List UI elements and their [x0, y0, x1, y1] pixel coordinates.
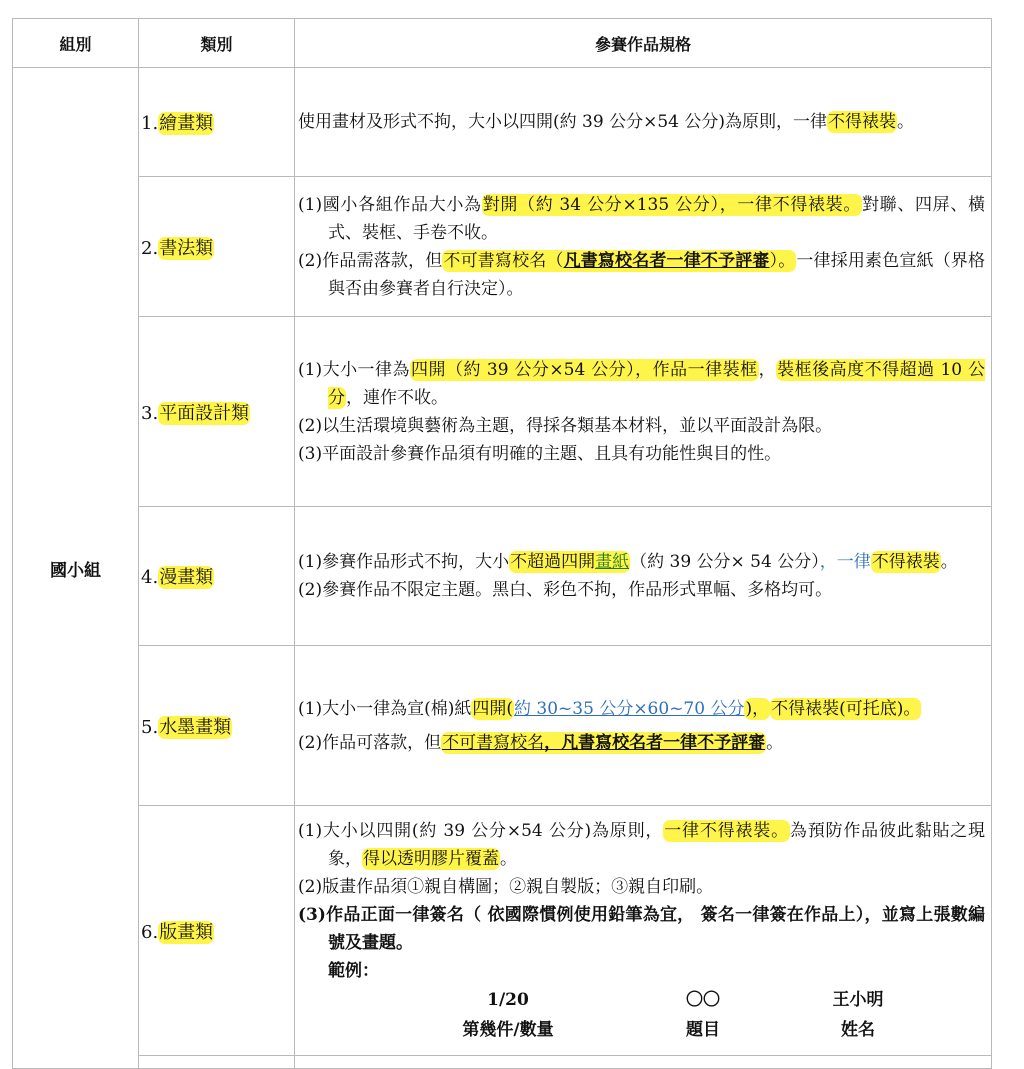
header-category: 類別 — [139, 19, 295, 68]
spec-text: ，連作不收。 — [346, 387, 448, 408]
category-cell — [139, 507, 295, 646]
spec-cell — [295, 507, 992, 646]
spec-highlight: 對開（約 34 公分×135 公分），一律不得裱裝。 — [482, 194, 862, 215]
spec-text: (2)作品可落款，但 — [298, 732, 442, 753]
spec-text: (1)國小各組作品大小為 — [298, 194, 482, 215]
spec-text: （約 39 公分× 54 公分） — [630, 552, 820, 572]
category-number: 5. — [141, 716, 159, 738]
table-row — [13, 806, 992, 1056]
example-value: 王小明 — [832, 989, 884, 1010]
spec-highlight: 四開( — [472, 698, 513, 719]
spec-highlight: 不得裱裝 — [827, 112, 896, 132]
spec-text: 一律採用素色宣紙（界格與否由參賽者自行決定）。 — [328, 250, 986, 299]
spec-table — [12, 18, 992, 1069]
table-row — [13, 507, 992, 646]
spec-text: 不超過四開 — [510, 552, 596, 572]
spec-highlight: 不得裱裝 — [871, 552, 940, 572]
category-name: 平面設計類 — [159, 402, 250, 424]
spec-cell — [295, 68, 992, 177]
spec-cell — [295, 806, 992, 1056]
spec-cell — [295, 646, 992, 806]
table-row — [13, 177, 992, 317]
category-cell — [139, 806, 295, 1056]
category-name: 書法類 — [159, 237, 214, 259]
spec-cell — [295, 177, 992, 317]
spec-emphasis: 凡書寫校名者一律不予評審 — [563, 250, 770, 271]
spec-text: (1)大小一律為宣(棉)紙 — [298, 698, 472, 719]
spec-highlight — [509, 551, 630, 573]
category-number: 4. — [141, 567, 159, 588]
spec-highlight — [441, 732, 766, 754]
spec-highlight — [442, 250, 796, 272]
example-label: 範例： — [328, 960, 379, 981]
spec-highlight: 不得裱裝(可托底)。 — [771, 698, 921, 719]
empty-cell — [139, 1056, 295, 1069]
category-number: 1. — [141, 113, 159, 134]
spec-text: (2)作品需落款，但 — [298, 250, 443, 271]
spec-text: ， — [758, 359, 777, 380]
spec-text: 。 — [500, 848, 517, 869]
example-value: 1/20 — [487, 989, 529, 1010]
spec-text: (1)大小一律為 — [298, 359, 411, 380]
category-cell — [139, 317, 295, 507]
category-name: 水墨畫類 — [159, 716, 232, 738]
spec-link-text: 畫紙 — [595, 552, 630, 572]
spec-text: 為預防作品彼此黏貼之現象， — [328, 820, 986, 869]
spec-text: 。 — [766, 732, 784, 753]
category-name: 版畫類 — [159, 921, 214, 943]
spec-highlight: 裝框後高度不得超過 10 公分 — [328, 359, 986, 408]
spec-text: ）。 — [769, 250, 796, 271]
spec-text: (2)以生活環境與藝術為主題，得採各類基本材料，並以平面設計為限。 — [298, 415, 833, 436]
table-row — [13, 646, 992, 806]
example-label-text: 第幾件/數量 — [462, 1019, 554, 1040]
category-number: 6. — [141, 921, 159, 943]
spec-text: 不可書寫校名 — [442, 732, 545, 753]
group-cell: 國小組 — [13, 68, 139, 1069]
category-number: 2. — [141, 237, 159, 259]
spec-highlight: )， — [745, 698, 770, 719]
spec-text: 。 — [896, 112, 914, 132]
header-row — [13, 19, 992, 68]
category-cell — [139, 68, 295, 177]
spec-text: (2)參賽作品不限定主題。黑白、彩色不拘，作品形式單幅、多格均可。 — [298, 580, 833, 600]
spec-text: (2)版畫作品須①親自構圖；②親自製版；③親自印刷。 — [298, 876, 714, 897]
spec-text: 不可書寫校名（ — [443, 250, 564, 271]
spec-highlight: 四開（約 39 公分×54 公分），作品一律裝框 — [411, 359, 758, 380]
spec-text: ，一律 — [819, 552, 871, 572]
example-label-text: 姓名 — [841, 1019, 875, 1040]
category-cell — [139, 177, 295, 317]
table-row — [13, 68, 992, 177]
category-name: 繪畫類 — [159, 113, 214, 134]
empty-cell — [295, 1056, 992, 1069]
example-value: 〇〇 — [686, 989, 720, 1010]
table-row-partial — [13, 1056, 992, 1069]
spec-highlight: 一律不得裱裝。 — [664, 820, 789, 841]
example-grid — [398, 985, 985, 1045]
spec-text: (3)作品正面一律簽名（ 依國際慣例使用鉛筆為宜， 簽名一律簽在作品上），並寫上張數編號及畫題。 — [298, 904, 985, 953]
spec-text: (1)參賽作品形式不拘，大小 — [298, 552, 510, 572]
spec-text: 使用畫材及形式不拘，大小以四開(約 39 公分×54 公分)為原則，一律 — [298, 112, 827, 132]
spec-link-text: 約 30~35 公分×60~70 公分 — [514, 698, 745, 719]
example-label-text: 題目 — [686, 1019, 720, 1040]
spec-highlight: 得以透明膠片覆蓋 — [363, 848, 499, 869]
spec-text: 對聯、四屏、橫式、裝框、手卷不收。 — [328, 194, 985, 243]
category-cell — [139, 646, 295, 806]
spec-text: (1)大小以四開(約 39 公分×54 公分)為原則， — [298, 820, 664, 841]
table-row — [13, 317, 992, 507]
category-number: 3. — [141, 402, 159, 424]
spec-cell — [295, 317, 992, 507]
spec-text: (3)平面設計參賽作品須有明確的主題、且具有功能性與目的性。 — [298, 443, 782, 464]
header-spec: 參賽作品規格 — [295, 19, 992, 68]
spec-emphasis: ，凡書寫校名者一律不予評審 — [544, 732, 766, 753]
category-name: 漫畫類 — [159, 567, 214, 588]
spec-text: 。 — [940, 552, 958, 572]
header-group: 組別 — [13, 19, 139, 68]
